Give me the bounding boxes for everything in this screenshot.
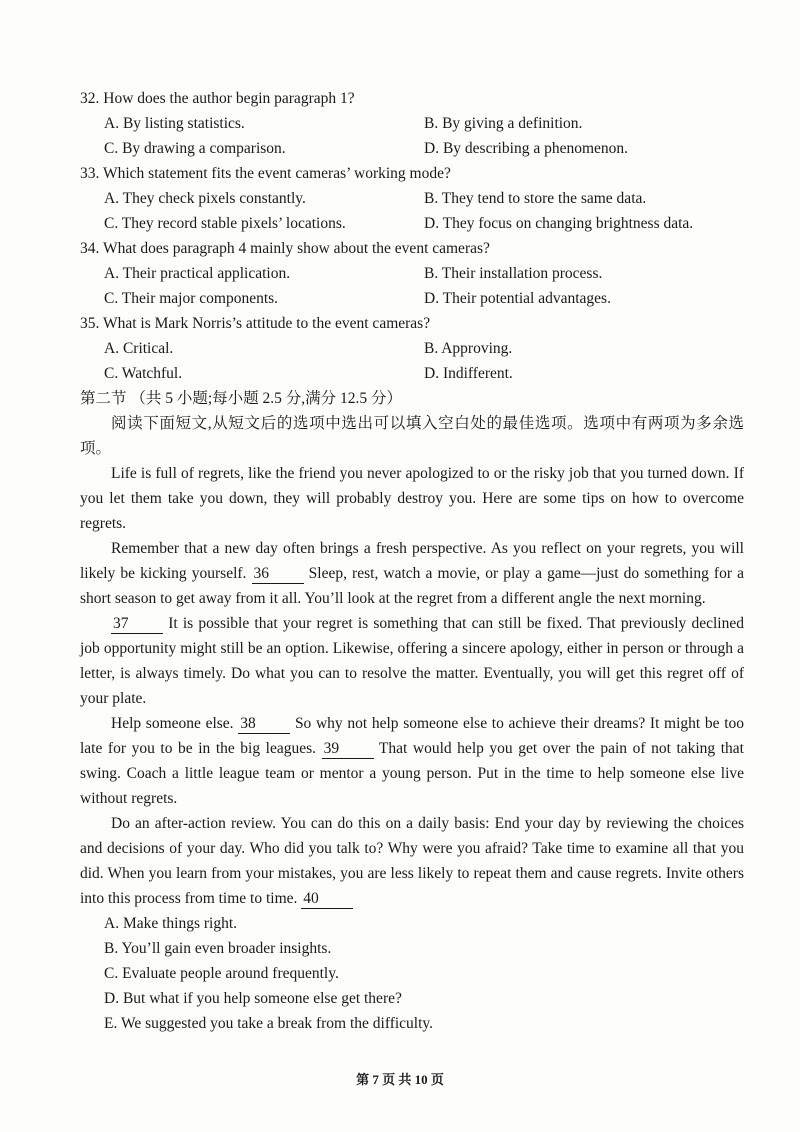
question-options [80,261,744,311]
answer-choices [80,911,744,1036]
blank-37[interactable]: 37 [111,614,163,634]
page-number: 第 7 页 共 10 页 [356,1072,444,1087]
question-34 [80,236,744,311]
blank-39[interactable]: 39 [322,739,374,759]
paragraph-text: So why not help someone else to achieve their dreams? It might be too late for you to be in the big leagues. [80,715,745,757]
question-stem: 33. Which statement fits the event cameras’ working mode? [80,165,451,182]
paragraph-text: It is possible that your regret is something that can still be fixed. That previously declined job opportunity might still be an option. Likewise, offering a sincere apology, either in person or through a letter, is always timely. Do what you can to resolve the matter. Eventually, you will get this regret off of your plate. [80,615,744,707]
section-instruction: 阅读下面短文,从短文后的选项中选出可以填入空白处的最佳选项。选项中有两项为多余选项。 [80,415,744,457]
passage-paragraph-5 [80,811,744,911]
blank-36[interactable]: 36 [252,564,304,584]
passage-paragraph-4 [80,711,744,811]
paragraph-text: Remember that a new day often brings a fresh perspective. As you reflect on your regrets, you will likely be kicking yourself. [80,540,744,582]
option-a: A. Critical. [104,340,174,357]
question-options [80,186,744,236]
section-title: 第二节 （共 5 小题;每小题 2.5 分,满分 12.5 分） [80,390,403,407]
question-stem: 34. What does paragraph 4 mainly show about the event cameras? [80,240,490,257]
question-options [80,111,744,161]
question-33 [80,161,744,236]
option-b: B. By giving a definition. [424,115,583,132]
paragraph-text: Help someone else. [111,715,234,732]
option-a: A. They check pixels constantly. [104,190,306,207]
paragraph-text: Do an after-action review. You can do this on a daily basis: End your day by reviewing the choices and decisions of your day. Who did you talk to? Why were you afraid? Take time to examine all that you did. When you learn from your mistakes, you are less likely to repeat them and cause regrets. Invite others into this process from time to time. [80,815,744,907]
option-b: B. Their installation process. [424,265,603,282]
choice-e: E. We suggested you take a break from the difficulty. [104,1015,434,1032]
passage-paragraph-2 [80,536,744,611]
option-c: C. Their major components. [104,290,279,307]
page-content [80,86,744,1036]
option-c: C. Watchful. [104,365,183,382]
choice-d: D. But what if you help someone else get there? [104,990,402,1007]
option-a: A. By listing statistics. [104,115,245,132]
option-d: D. Their potential advantages. [424,290,611,307]
paragraph-text: That would help you get over the pain of not taking that swing. Coach a little league team or mentor a young person. Put in the time to help someone else live without regrets. [80,740,744,807]
option-c: C. They record stable pixels’ locations. [104,215,346,232]
option-d: D. Indifferent. [424,365,513,382]
option-d: D. They focus on changing brightness data. [424,215,694,232]
option-b: B. Approving. [424,340,513,357]
passage-paragraph-1: Life is full of regrets, like the friend you never apologized to or the risky job that you turned down. If you let them take you down, they will probably destroy you. Here are some tips on how to overcome regrets. [80,465,744,532]
option-a: A. Their practical application. [104,265,291,282]
option-c: C. By drawing a comparison. [104,140,286,157]
blank-38[interactable]: 38 [238,714,290,734]
question-35 [80,311,744,386]
choice-c: C. Evaluate people around frequently. [104,965,339,982]
question-options [80,336,744,386]
question-stem: 35. What is Mark Norris’s attitude to the event cameras? [80,315,431,332]
choice-b: B. You’ll gain even broader insights. [104,940,332,957]
option-d: D. By describing a phenomenon. [424,140,629,157]
question-stem: 32. How does the author begin paragraph 1? [80,90,355,107]
option-b: B. They tend to store the same data. [424,190,647,207]
paragraph-text: Sleep, rest, watch a movie, or play a game—just do something for a short season to get away from it all. You’ll look at the regret from a different angle the next morning. [80,565,744,607]
blank-40[interactable]: 40 [301,889,353,909]
passage-paragraph-3 [80,611,744,711]
choice-a: A. Make things right. [104,915,238,932]
question-32 [80,86,744,161]
